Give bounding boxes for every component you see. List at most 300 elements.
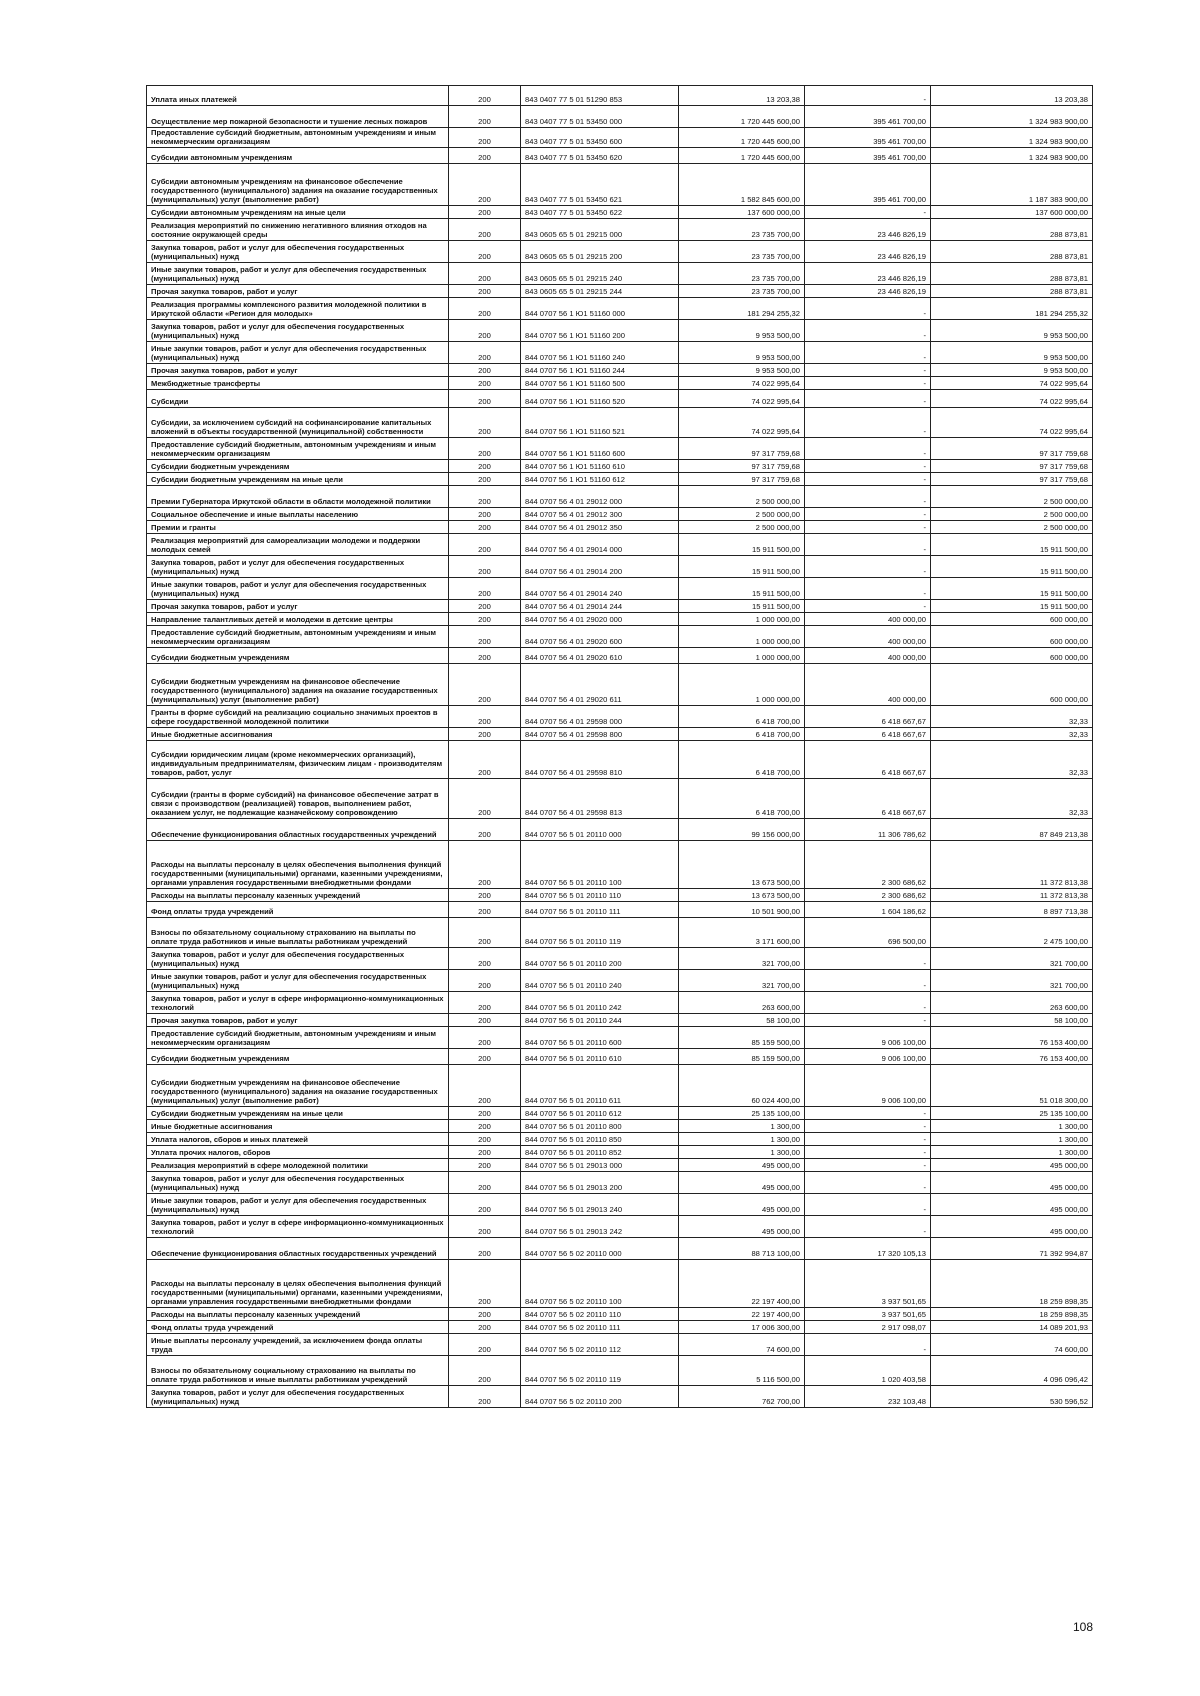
row-remaining-cell: 321 700,00 (931, 948, 1093, 970)
row-name-cell: Закупка товаров, работ и услуг для обеспечения государственных (муниципальных) нужд (147, 556, 449, 578)
row-code-cell: 200 (449, 377, 521, 390)
table-row (147, 320, 1093, 342)
row-kbk-cell: 844 0707 56 5 01 20110 800 (521, 1120, 679, 1133)
row-remaining-cell: 32,33 (931, 779, 1093, 819)
table-row (147, 106, 1093, 128)
table-row (147, 508, 1093, 521)
row-kbk-cell: 844 0707 56 5 01 20110 242 (521, 992, 679, 1014)
row-approved-cell: 6 418 700,00 (679, 779, 805, 819)
row-kbk-cell: 844 0707 56 4 01 29012 300 (521, 508, 679, 521)
row-name-cell: Взносы по обязательному социальному страхованию на выплаты по оплате труда работников и иные выплаты работникам учреждений (147, 918, 449, 948)
row-kbk-cell: 844 0707 56 5 01 20110 852 (521, 1146, 679, 1159)
row-code-cell: 200 (449, 664, 521, 706)
row-remaining-cell: 600 000,00 (931, 613, 1093, 626)
row-approved-cell: 321 700,00 (679, 970, 805, 992)
row-code-cell: 200 (449, 1194, 521, 1216)
row-approved-cell: 1 720 445 600,00 (679, 106, 805, 128)
row-name-cell: Реализация мероприятий для самореализации молодежи и поддержки молодых семей (147, 534, 449, 556)
table-row (147, 1027, 1093, 1049)
row-executed-cell: - (805, 408, 931, 438)
row-kbk-cell: 844 0707 56 5 01 20110 610 (521, 1049, 679, 1065)
row-executed-cell: 6 418 667,67 (805, 741, 931, 779)
row-kbk-cell: 844 0707 56 4 01 29598 800 (521, 728, 679, 741)
row-code-cell: 200 (449, 1321, 521, 1334)
table-row (147, 390, 1093, 408)
table-row (147, 779, 1093, 819)
table-row (147, 1356, 1093, 1386)
row-name-cell: Субсидии бюджетным учреждениям на финансовое обеспечение государственного (муниципального) задания на оказание государственных (муниципальных) услуг (выполнение работ) (147, 1065, 449, 1107)
row-kbk-cell: 844 0707 56 4 01 29014 000 (521, 534, 679, 556)
row-name-cell: Предоставление субсидий бюджетным, автономным учреждениям и иным некоммерческим организациям (147, 626, 449, 648)
row-approved-cell: 1 000 000,00 (679, 613, 805, 626)
row-kbk-cell: 844 0707 56 5 01 29013 200 (521, 1172, 679, 1194)
row-kbk-cell: 844 0707 56 5 02 20110 100 (521, 1260, 679, 1308)
row-name-cell: Предоставление субсидий бюджетным, автономным учреждениям и иным некоммерческим организациям (147, 128, 449, 148)
row-kbk-cell: 844 0707 56 5 01 20110 000 (521, 819, 679, 841)
row-code-cell: 200 (449, 164, 521, 206)
table-row (147, 889, 1093, 902)
row-executed-cell: - (805, 364, 931, 377)
row-code-cell: 200 (449, 298, 521, 320)
row-kbk-cell: 844 0707 56 4 01 29012 350 (521, 521, 679, 534)
row-approved-cell: 9 953 500,00 (679, 364, 805, 377)
table-row (147, 86, 1093, 106)
row-code-cell: 200 (449, 1027, 521, 1049)
row-name-cell: Субсидии бюджетным учреждениям на иные цели (147, 1107, 449, 1120)
row-kbk-cell: 844 0707 56 5 01 29013 000 (521, 1159, 679, 1172)
row-kbk-cell: 844 0707 56 1 Ю1 51160 610 (521, 460, 679, 473)
row-approved-cell: 9 953 500,00 (679, 342, 805, 364)
row-approved-cell: 25 135 100,00 (679, 1107, 805, 1120)
row-executed-cell: 2 300 686,62 (805, 841, 931, 889)
row-remaining-cell: 9 953 500,00 (931, 320, 1093, 342)
row-remaining-cell: 2 475 100,00 (931, 918, 1093, 948)
row-executed-cell: - (805, 948, 931, 970)
table-row (147, 706, 1093, 728)
table-row (147, 1146, 1093, 1159)
row-remaining-cell: 1 300,00 (931, 1120, 1093, 1133)
row-name-cell: Субсидии бюджетным учреждениям (147, 1049, 449, 1065)
row-name-cell: Взносы по обязательному социальному страхованию на выплаты по оплате труда работников и иные выплаты работникам учреждений (147, 1356, 449, 1386)
row-name-cell: Уплата прочих налогов, сборов (147, 1146, 449, 1159)
table-row (147, 664, 1093, 706)
row-kbk-cell: 844 0707 56 1 Ю1 51160 200 (521, 320, 679, 342)
row-code-cell: 200 (449, 1216, 521, 1238)
row-executed-cell: 23 446 826,19 (805, 263, 931, 285)
row-kbk-cell: 843 0407 77 5 01 53450 620 (521, 148, 679, 164)
row-code-cell: 200 (449, 508, 521, 521)
row-name-cell: Прочая закупка товаров, работ и услуг (147, 364, 449, 377)
row-remaining-cell: 288 873,81 (931, 285, 1093, 298)
row-executed-cell: - (805, 508, 931, 521)
row-kbk-cell: 844 0707 56 4 01 29014 200 (521, 556, 679, 578)
row-name-cell: Субсидии (гранты в форме субсидий) на финансовое обеспечение затрат в связи с производством (реализацией) товаров, выполнением работ, оказанием услуг, не подлежащие казначейскому сопровождению (147, 779, 449, 819)
row-kbk-cell: 844 0707 56 5 01 20110 600 (521, 1027, 679, 1049)
row-name-cell: Уплата иных платежей (147, 86, 449, 106)
table-row (147, 741, 1093, 779)
row-remaining-cell: 15 911 500,00 (931, 578, 1093, 600)
row-remaining-cell: 495 000,00 (931, 1172, 1093, 1194)
row-approved-cell: 13 673 500,00 (679, 889, 805, 902)
row-name-cell: Субсидии автономным учреждениям (147, 148, 449, 164)
row-name-cell: Закупка товаров, работ и услуг для обеспечения государственных (муниципальных) нужд (147, 948, 449, 970)
row-executed-cell: - (805, 460, 931, 473)
row-approved-cell: 6 418 700,00 (679, 728, 805, 741)
row-remaining-cell: 74 022 995,64 (931, 390, 1093, 408)
row-remaining-cell: 2 500 000,00 (931, 521, 1093, 534)
row-approved-cell: 60 024 400,00 (679, 1065, 805, 1107)
row-executed-cell: 6 418 667,67 (805, 779, 931, 819)
table-row (147, 1321, 1093, 1334)
table-row (147, 1194, 1093, 1216)
row-code-cell: 200 (449, 613, 521, 626)
row-executed-cell: - (805, 320, 931, 342)
table-row (147, 285, 1093, 298)
row-remaining-cell: 87 849 213,38 (931, 819, 1093, 841)
row-kbk-cell: 844 0707 56 5 01 20110 244 (521, 1014, 679, 1027)
table-row (147, 1386, 1093, 1408)
table-row (147, 918, 1093, 948)
row-code-cell: 200 (449, 889, 521, 902)
row-approved-cell: 3 171 600,00 (679, 918, 805, 948)
row-kbk-cell: 844 0707 56 1 Ю1 51160 612 (521, 473, 679, 486)
row-kbk-cell: 844 0707 56 4 01 29014 240 (521, 578, 679, 600)
row-remaining-cell: 71 392 994,87 (931, 1238, 1093, 1260)
row-kbk-cell: 844 0707 56 4 01 29014 244 (521, 600, 679, 613)
row-code-cell: 200 (449, 1172, 521, 1194)
row-executed-cell: - (805, 1172, 931, 1194)
report-table-container (146, 85, 1092, 1408)
row-code-cell: 200 (449, 918, 521, 948)
table-row (147, 377, 1093, 390)
row-code-cell: 200 (449, 128, 521, 148)
row-approved-cell: 1 000 000,00 (679, 664, 805, 706)
row-name-cell: Субсидии юридическим лицам (кроме некоммерческих организаций), индивидуальным предпринимателям, физическим лицам - производителям товаров, работ, услуг (147, 741, 449, 779)
row-executed-cell: - (805, 206, 931, 219)
row-kbk-cell: 844 0707 56 4 01 29598 810 (521, 741, 679, 779)
row-approved-cell: 6 418 700,00 (679, 741, 805, 779)
row-code-cell: 200 (449, 600, 521, 613)
row-name-cell: Гранты в форме субсидий на реализацию социально значимых проектов в сфере государственной молодежной политики (147, 706, 449, 728)
row-remaining-cell: 137 600 000,00 (931, 206, 1093, 219)
row-executed-cell: 6 418 667,67 (805, 728, 931, 741)
row-kbk-cell: 844 0707 56 5 02 20110 000 (521, 1238, 679, 1260)
row-executed-cell: - (805, 600, 931, 613)
row-kbk-cell: 843 0407 77 5 01 53450 622 (521, 206, 679, 219)
row-remaining-cell: 1 187 383 900,00 (931, 164, 1093, 206)
row-code-cell: 200 (449, 1133, 521, 1146)
row-kbk-cell: 843 0605 65 5 01 29215 000 (521, 219, 679, 241)
row-approved-cell: 263 600,00 (679, 992, 805, 1014)
row-name-cell: Расходы на выплаты персоналу в целях обеспечения выполнения функций государственными (муниципальными) органами, казенными учреждениями, органами управления государственными внебюджетными фондами (147, 1260, 449, 1308)
row-approved-cell: 1 582 845 600,00 (679, 164, 805, 206)
row-name-cell: Фонд оплаты труда учреждений (147, 902, 449, 918)
row-kbk-cell: 844 0707 56 1 Ю1 51160 520 (521, 390, 679, 408)
table-row (147, 1065, 1093, 1107)
table-row (147, 992, 1093, 1014)
row-executed-cell: 400 000,00 (805, 648, 931, 664)
row-approved-cell: 23 735 700,00 (679, 263, 805, 285)
row-approved-cell: 2 500 000,00 (679, 508, 805, 521)
row-approved-cell: 2 500 000,00 (679, 486, 805, 508)
row-remaining-cell: 1 300,00 (931, 1146, 1093, 1159)
row-code-cell: 200 (449, 706, 521, 728)
row-executed-cell: - (805, 377, 931, 390)
budget-execution-table (146, 85, 1093, 1408)
row-executed-cell: 9 006 100,00 (805, 1049, 931, 1065)
table-row (147, 1133, 1093, 1146)
row-code-cell: 200 (449, 473, 521, 486)
table-row (147, 728, 1093, 741)
row-name-cell: Субсидии автономным учреждениям на иные цели (147, 206, 449, 219)
row-executed-cell: 23 446 826,19 (805, 285, 931, 298)
row-name-cell: Иные закупки товаров, работ и услуг для обеспечения государственных (муниципальных) нужд (147, 263, 449, 285)
row-kbk-cell: 844 0707 56 5 02 20110 111 (521, 1321, 679, 1334)
row-approved-cell: 85 159 500,00 (679, 1049, 805, 1065)
table-row (147, 1120, 1093, 1133)
row-kbk-cell: 844 0707 56 5 01 20110 111 (521, 902, 679, 918)
row-approved-cell: 97 317 759,68 (679, 460, 805, 473)
row-code-cell: 200 (449, 408, 521, 438)
row-code-cell: 200 (449, 486, 521, 508)
row-name-cell: Реализация мероприятий в сфере молодежной политики (147, 1159, 449, 1172)
row-executed-cell: 395 461 700,00 (805, 164, 931, 206)
table-body (147, 86, 1093, 1408)
row-kbk-cell: 844 0707 56 1 Ю1 51160 500 (521, 377, 679, 390)
table-row (147, 600, 1093, 613)
row-code-cell: 200 (449, 728, 521, 741)
row-approved-cell: 23 735 700,00 (679, 219, 805, 241)
row-approved-cell: 15 911 500,00 (679, 578, 805, 600)
row-approved-cell: 22 197 400,00 (679, 1260, 805, 1308)
table-row (147, 819, 1093, 841)
row-name-cell: Расходы на выплаты персоналу казенных учреждений (147, 1308, 449, 1321)
row-executed-cell: 1 020 403,58 (805, 1356, 931, 1386)
row-executed-cell: 17 320 105,13 (805, 1238, 931, 1260)
row-executed-cell: 400 000,00 (805, 613, 931, 626)
row-name-cell: Премии Губернатора Иркутской области в области молодежной политики (147, 486, 449, 508)
row-remaining-cell: 1 324 983 900,00 (931, 148, 1093, 164)
row-executed-cell: - (805, 473, 931, 486)
row-name-cell: Субсидии, за исключением субсидий на софинансирование капитальных вложений в объекты государственной (муниципальной) собственности (147, 408, 449, 438)
row-code-cell: 200 (449, 902, 521, 918)
row-remaining-cell: 288 873,81 (931, 219, 1093, 241)
row-approved-cell: 321 700,00 (679, 948, 805, 970)
row-kbk-cell: 844 0707 56 5 01 20110 100 (521, 841, 679, 889)
row-code-cell: 200 (449, 342, 521, 364)
row-code-cell: 200 (449, 219, 521, 241)
row-name-cell: Обеспечение функционирования областных государственных учреждений (147, 819, 449, 841)
row-remaining-cell: 15 911 500,00 (931, 534, 1093, 556)
table-row (147, 1014, 1093, 1027)
row-executed-cell: - (805, 1146, 931, 1159)
row-approved-cell: 23 735 700,00 (679, 241, 805, 263)
row-remaining-cell: 4 096 096,42 (931, 1356, 1093, 1386)
row-name-cell: Предоставление субсидий бюджетным, автономным учреждениям и иным некоммерческим организациям (147, 1027, 449, 1049)
row-remaining-cell: 25 135 100,00 (931, 1107, 1093, 1120)
row-executed-cell: - (805, 521, 931, 534)
row-executed-cell: - (805, 486, 931, 508)
row-approved-cell: 495 000,00 (679, 1159, 805, 1172)
table-row (147, 473, 1093, 486)
row-remaining-cell: 74 600,00 (931, 1334, 1093, 1356)
row-code-cell: 200 (449, 970, 521, 992)
row-executed-cell: 400 000,00 (805, 664, 931, 706)
row-remaining-cell: 76 153 400,00 (931, 1049, 1093, 1065)
row-code-cell: 200 (449, 106, 521, 128)
row-code-cell: 200 (449, 1065, 521, 1107)
row-remaining-cell: 97 317 759,68 (931, 473, 1093, 486)
row-remaining-cell: 58 100,00 (931, 1014, 1093, 1027)
row-executed-cell: - (805, 534, 931, 556)
row-remaining-cell: 97 317 759,68 (931, 460, 1093, 473)
row-name-cell: Реализация программы комплексного развития молодежной политики в Иркутской области «Регион для молодых» (147, 298, 449, 320)
row-approved-cell: 1 000 000,00 (679, 626, 805, 648)
table-row (147, 841, 1093, 889)
table-row (147, 626, 1093, 648)
row-kbk-cell: 844 0707 56 1 Ю1 51160 600 (521, 438, 679, 460)
table-row (147, 1308, 1093, 1321)
row-code-cell: 200 (449, 556, 521, 578)
row-code-cell: 200 (449, 534, 521, 556)
table-row (147, 364, 1093, 377)
row-approved-cell: 1 300,00 (679, 1120, 805, 1133)
row-executed-cell: 23 446 826,19 (805, 241, 931, 263)
row-remaining-cell: 9 953 500,00 (931, 342, 1093, 364)
row-name-cell: Межбюджетные трансферты (147, 377, 449, 390)
row-approved-cell: 495 000,00 (679, 1216, 805, 1238)
row-name-cell: Фонд оплаты труда учреждений (147, 1321, 449, 1334)
row-remaining-cell: 1 324 983 900,00 (931, 106, 1093, 128)
row-approved-cell: 22 197 400,00 (679, 1308, 805, 1321)
row-code-cell: 200 (449, 1146, 521, 1159)
row-code-cell: 200 (449, 86, 521, 106)
row-approved-cell: 1 000 000,00 (679, 648, 805, 664)
row-code-cell: 200 (449, 1014, 521, 1027)
row-remaining-cell: 11 372 813,38 (931, 841, 1093, 889)
row-kbk-cell: 843 0605 65 5 01 29215 200 (521, 241, 679, 263)
row-kbk-cell: 844 0707 56 5 01 20110 611 (521, 1065, 679, 1107)
row-code-cell: 200 (449, 460, 521, 473)
row-remaining-cell: 288 873,81 (931, 241, 1093, 263)
row-approved-cell: 74 022 995,64 (679, 408, 805, 438)
row-executed-cell: - (805, 390, 931, 408)
row-code-cell: 200 (449, 438, 521, 460)
row-name-cell: Иные закупки товаров, работ и услуг для обеспечения государственных (муниципальных) нужд (147, 342, 449, 364)
row-remaining-cell: 495 000,00 (931, 1194, 1093, 1216)
row-kbk-cell: 844 0707 56 5 02 20110 200 (521, 1386, 679, 1408)
row-code-cell: 200 (449, 578, 521, 600)
row-executed-cell: 23 446 826,19 (805, 219, 931, 241)
row-code-cell: 200 (449, 241, 521, 263)
table-row (147, 902, 1093, 918)
row-approved-cell: 2 500 000,00 (679, 521, 805, 534)
row-code-cell: 200 (449, 779, 521, 819)
table-row (147, 1260, 1093, 1308)
row-executed-cell: - (805, 1107, 931, 1120)
row-remaining-cell: 530 596,52 (931, 1386, 1093, 1408)
row-remaining-cell: 11 372 813,38 (931, 889, 1093, 902)
row-remaining-cell: 600 000,00 (931, 626, 1093, 648)
row-remaining-cell: 32,33 (931, 741, 1093, 779)
row-remaining-cell: 18 259 898,35 (931, 1260, 1093, 1308)
row-code-cell: 200 (449, 285, 521, 298)
row-approved-cell: 1 720 445 600,00 (679, 148, 805, 164)
table-row (147, 521, 1093, 534)
row-executed-cell: - (805, 1120, 931, 1133)
row-kbk-cell: 843 0605 65 5 01 29215 240 (521, 263, 679, 285)
page-number: 108 (1072, 1620, 1093, 1634)
row-name-cell: Прочая закупка товаров, работ и услуг (147, 1014, 449, 1027)
row-code-cell: 200 (449, 1356, 521, 1386)
table-row (147, 128, 1093, 148)
table-row (147, 263, 1093, 285)
table-row (147, 613, 1093, 626)
row-approved-cell: 88 713 100,00 (679, 1238, 805, 1260)
row-remaining-cell: 1 324 983 900,00 (931, 128, 1093, 148)
row-executed-cell: - (805, 86, 931, 106)
table-row (147, 1107, 1093, 1120)
row-kbk-cell: 844 0707 56 1 Ю1 51160 244 (521, 364, 679, 377)
row-remaining-cell: 32,33 (931, 728, 1093, 741)
row-kbk-cell: 844 0707 56 5 01 20110 200 (521, 948, 679, 970)
row-name-cell: Закупка товаров, работ и услуг для обеспечения государственных (муниципальных) нужд (147, 320, 449, 342)
row-executed-cell: 2 917 098,07 (805, 1321, 931, 1334)
row-kbk-cell: 844 0707 56 4 01 29020 000 (521, 613, 679, 626)
row-kbk-cell: 844 0707 56 5 02 20110 119 (521, 1356, 679, 1386)
row-remaining-cell: 9 953 500,00 (931, 364, 1093, 377)
row-name-cell: Иные бюджетные ассигнования (147, 728, 449, 741)
row-executed-cell: - (805, 1014, 931, 1027)
row-name-cell: Субсидии (147, 390, 449, 408)
table-row (147, 408, 1093, 438)
table-row (147, 342, 1093, 364)
row-kbk-cell: 843 0407 77 5 01 53450 621 (521, 164, 679, 206)
row-code-cell: 200 (449, 819, 521, 841)
row-name-cell: Закупка товаров, работ и услуг для обеспечения государственных (муниципальных) нужд (147, 1386, 449, 1408)
row-code-cell: 200 (449, 741, 521, 779)
row-kbk-cell: 844 0707 56 5 01 20110 850 (521, 1133, 679, 1146)
row-code-cell: 200 (449, 148, 521, 164)
row-name-cell: Закупка товаров, работ и услуг для обеспечения государственных (муниципальных) нужд (147, 241, 449, 263)
table-row (147, 486, 1093, 508)
row-approved-cell: 495 000,00 (679, 1194, 805, 1216)
row-approved-cell: 137 600 000,00 (679, 206, 805, 219)
row-name-cell: Осуществление мер пожарной безопасности и тушение лесных пожаров (147, 106, 449, 128)
row-kbk-cell: 844 0707 56 5 01 20110 119 (521, 918, 679, 948)
row-approved-cell: 15 911 500,00 (679, 556, 805, 578)
row-name-cell: Реализация мероприятий по снижению негативного влияния отходов на состояние окружающей среды (147, 219, 449, 241)
row-name-cell: Уплата налогов, сборов и иных платежей (147, 1133, 449, 1146)
row-name-cell: Субсидии автономным учреждениям на финансовое обеспечение государственного (муниципального) задания на оказание государственных (муниципальных) услуг (выполнение работ) (147, 164, 449, 206)
row-approved-cell: 495 000,00 (679, 1172, 805, 1194)
row-executed-cell: - (805, 578, 931, 600)
row-approved-cell: 181 294 255,32 (679, 298, 805, 320)
row-code-cell: 200 (449, 1107, 521, 1120)
row-remaining-cell: 13 203,38 (931, 86, 1093, 106)
row-approved-cell: 58 100,00 (679, 1014, 805, 1027)
row-approved-cell: 9 953 500,00 (679, 320, 805, 342)
row-kbk-cell: 843 0407 77 5 01 53450 000 (521, 106, 679, 128)
row-executed-cell: - (805, 1133, 931, 1146)
row-approved-cell: 15 911 500,00 (679, 534, 805, 556)
row-code-cell: 200 (449, 320, 521, 342)
row-code-cell: 200 (449, 1334, 521, 1356)
row-executed-cell: 11 306 786,62 (805, 819, 931, 841)
row-approved-cell: 74 022 995,64 (679, 377, 805, 390)
row-remaining-cell: 495 000,00 (931, 1216, 1093, 1238)
row-code-cell: 200 (449, 992, 521, 1014)
